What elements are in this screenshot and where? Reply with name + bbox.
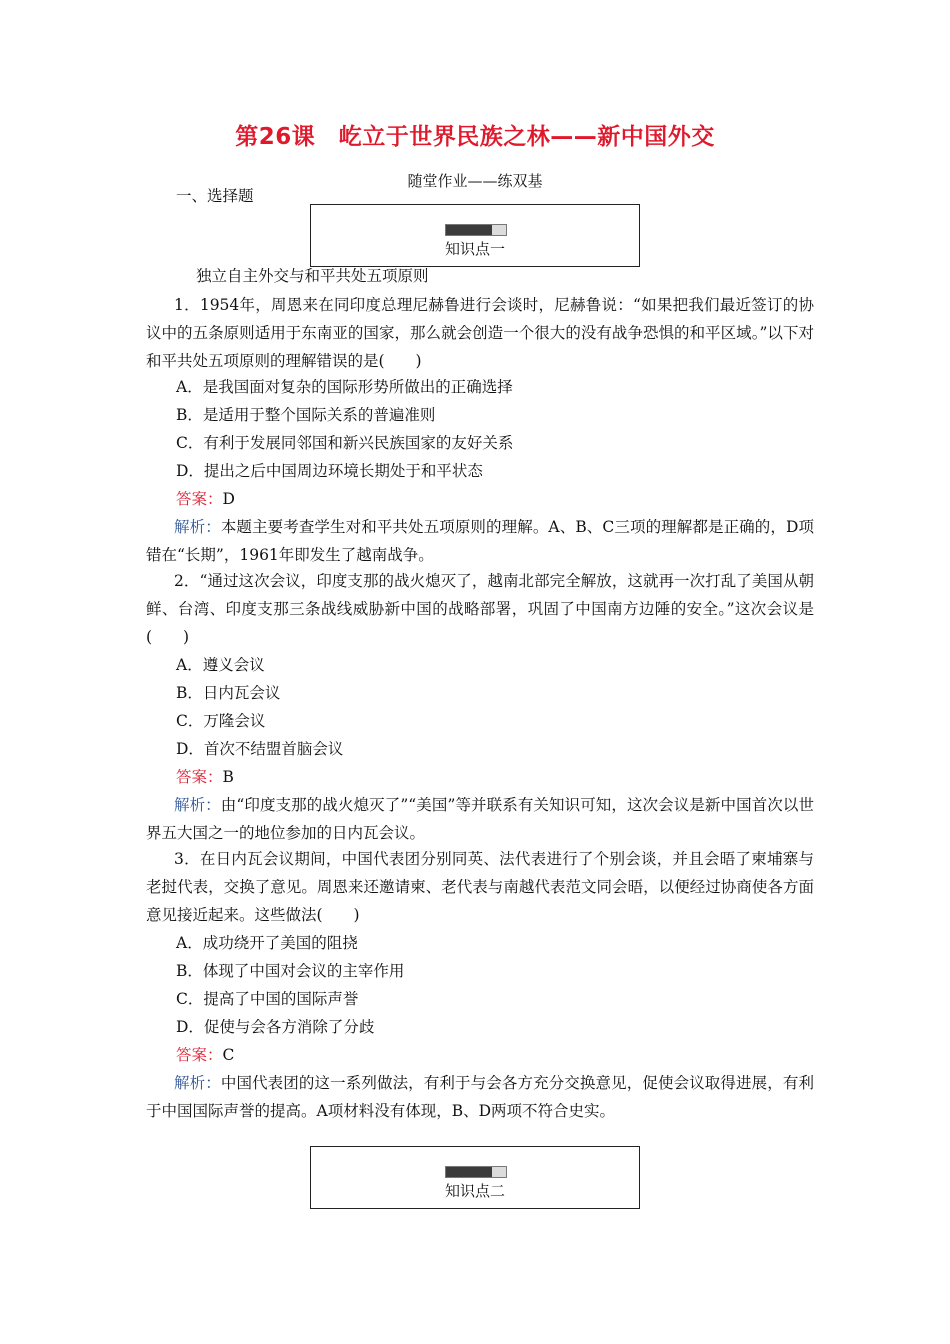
knowledge-point-bar-icon <box>445 1166 507 1178</box>
question-1-answer <box>176 489 235 509</box>
question-1-option-c: C．有利于发展同邻国和新兴民族国家的友好关系 <box>176 434 514 452</box>
section-heading: 一、选择题 <box>176 187 254 205</box>
analysis-label: 解析： <box>174 796 221 814</box>
question-1-stem: 1．1954年，周恩来在同印度总理尼赫鲁进行会谈时，尼赫鲁说：“如果把我们最近签订的协议中的五条原则适用于东南亚的国家，那么就会创造一个很大的没有战争恐惧的和平区域。”以下对和平共处五项原则的理解错误的是( ) <box>146 296 814 370</box>
knowledge-point-label: 知识点二 <box>444 1182 505 1200</box>
question-1-option-a: A．是我国面对复杂的国际形势所做出的正确选择 <box>176 378 513 396</box>
question-3-option-d: D．促使与会各方消除了分歧 <box>176 1018 375 1036</box>
question-2-option-a: A．遵义会议 <box>176 656 265 674</box>
question-1-option-d: D．提出之后中国周边环境长期处于和平状态 <box>176 462 483 480</box>
answer-value: C <box>222 1046 235 1064</box>
question-3-option-a: A．成功绕开了美国的阻挠 <box>176 934 358 952</box>
subtitle: 随堂作业——练双基 <box>407 172 543 190</box>
question-3-option-c: C．提高了中国的国际声誉 <box>176 990 359 1008</box>
answer-label: 答案： <box>176 1046 223 1064</box>
knowledge-point-box-2 <box>310 1146 640 1209</box>
question-2-analysis <box>146 791 814 847</box>
question-3-stem: 3．在日内瓦会议期间，中国代表团分别同英、法代表进行了个别会谈，并且会晤了柬埔寨与老挝代表，交换了意见。周恩来还邀请柬、老代表与南越代表范文同会晤，以便经过协商使各方面意见接近起来。这些做法( ) <box>146 850 814 924</box>
knowledge-point-box-1 <box>310 204 640 267</box>
analysis-text: 本题主要考查学生对和平共处五项原则的理解。A、B、C三项的理解都是正确的，D项错在“长期”，1961年即发生了越南战争。 <box>146 518 814 564</box>
answer-label: 答案： <box>176 768 223 786</box>
question-2-option-b: B．日内瓦会议 <box>176 684 281 702</box>
question-3-analysis <box>146 1069 814 1125</box>
question-2-stem: 2．“通过这次会议，印度支那的战火熄灭了，越南北部完全解放，这就再一次打乱了美国从朝鲜、台湾、印度支那三条战线威胁新中国的战略部署，巩固了中国南方边陲的安全。”这次会议是( ) <box>146 572 814 646</box>
answer-value: D <box>222 490 235 508</box>
answer-value: B <box>222 768 234 786</box>
question-2-option-c: C．万隆会议 <box>176 712 266 730</box>
analysis-label: 解析： <box>174 1074 221 1092</box>
question-3-option-b: B．体现了中国对会议的主宰作用 <box>176 962 405 980</box>
knowledge-point-bar-icon <box>445 224 507 236</box>
analysis-text: 中国代表团的这一系列做法，有利于与会各方充分交换意见，促使会议取得进展，有利于中国国际声誉的提高。A项材料没有体现，B、D两项不符合史实。 <box>146 1074 814 1120</box>
analysis-text: 由“印度支那的战火熄灭了”“美国”等并联系有关知识可知，这次会议是新中国首次以世界五大国之一的地位参加的日内瓦会议。 <box>146 796 814 842</box>
question-1-analysis <box>146 513 814 569</box>
question-3-answer <box>176 1045 234 1065</box>
question-1-option-b: B．是适用于整个国际关系的普遍准则 <box>176 406 436 424</box>
answer-label: 答案： <box>176 490 223 508</box>
question-2-option-d: D．首次不结盟首脑会议 <box>176 740 344 758</box>
knowledge-point-label: 知识点一 <box>444 240 505 258</box>
topic-heading: 独立自主外交与和平共处五项原则 <box>196 267 429 285</box>
question-2-answer <box>176 767 234 787</box>
lesson-title: 第26课 屹立于世界民族之林——新中国外交 <box>235 124 715 150</box>
analysis-label: 解析： <box>174 518 221 536</box>
